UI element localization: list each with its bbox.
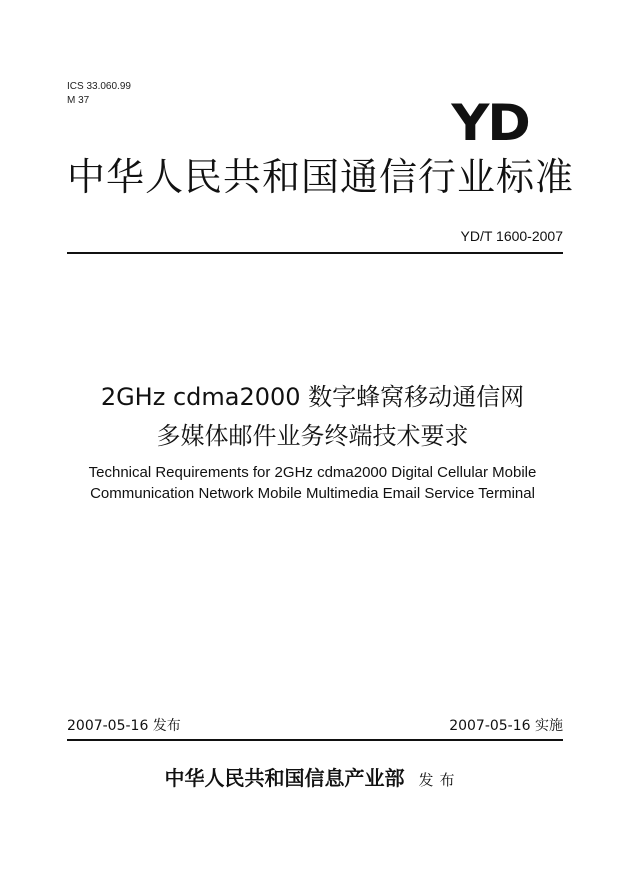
bottom-divider [67,739,563,741]
implementation-date: 2007-05-16 实施 [449,718,563,734]
classification-block [67,80,131,108]
issue-date: 2007-05-16 发布 [67,718,181,734]
title-en-line1: Technical Requirements for 2GHz cdma2000 Digital Cellular Mobile [88,464,537,481]
org-title: 中华人民共和国通信行业标准 [67,155,575,199]
standard-number: YD/T 1600-2007 [460,228,563,244]
category-code: M 37 [67,95,90,106]
publisher-name: 中华人民共和国信息产业部 [164,766,405,790]
title-en-line2: Communication Network Mobile Multimedia Email Service Terminal [90,485,535,502]
publisher-action: 发布 [418,771,461,789]
publisher-line [0,762,625,791]
top-divider [67,252,563,254]
ics-code: ICS 33.060.99 [67,81,131,92]
yd-logo: YD [451,94,529,152]
title-cn-line1: 2GHz cdma2000 数字蜂窝移动通信网 [100,383,525,411]
title-cn-line2: 多媒体邮件业务终端技术要求 [156,422,469,450]
